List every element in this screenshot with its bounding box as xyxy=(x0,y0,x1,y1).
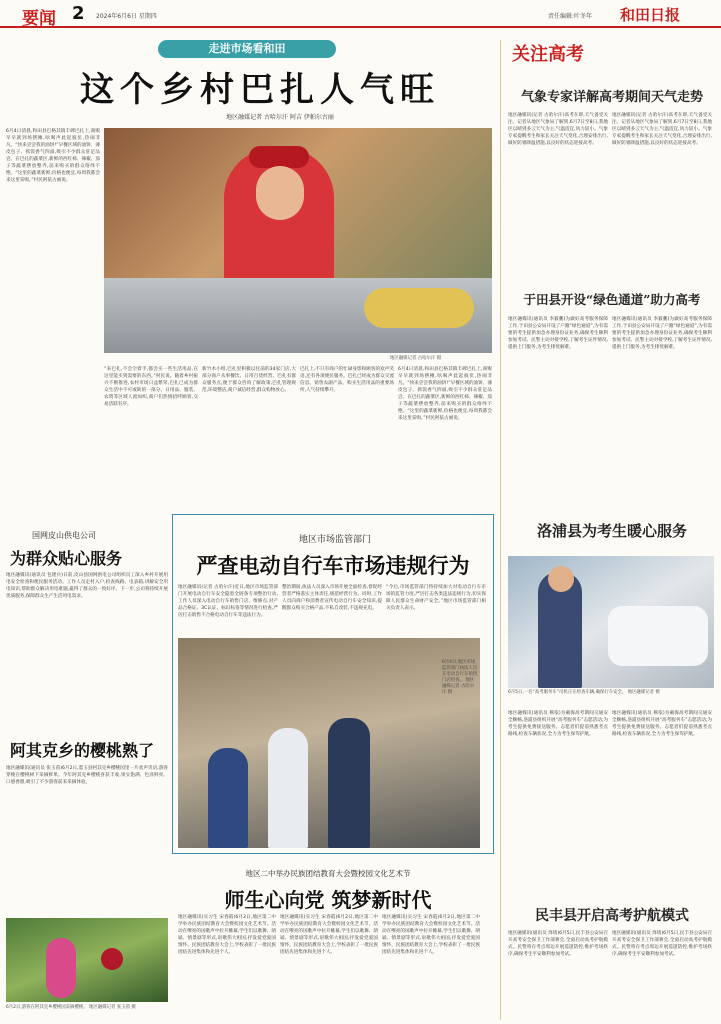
right-a-col-2: 地区融媒讯(记者 古哈尔汗)高考在即,天气备受关注。记者从地区气象局了解到,6月7日至8日,我地区以晴到多云天气为主,气温适宜,风力较小。气象专家提醒考生和家长关注天气变化,合理安排出行,做好防暑降温措施,以良好的状态迎接高考。 xyxy=(612,113,712,146)
left-b-body: 地区融媒讯(通讯员 张玉茵)6月2日,墨玉县阿其克乡樱桃园里一片欢声笑语,游客穿梭在樱桃树下采摘鲜果。今年阿其克乡樱桃喜获丰收,果实饱满、色泽鲜亮、口感香甜,吸引了不少游客前来采摘体验。 xyxy=(6,766,168,785)
bottom-kicker: 地区二中举办民族团结教育大会暨校园文化艺术节 xyxy=(245,869,411,878)
lead-col-3: 新竹木小组,巴扎里积极以往前的34家门店,大部分商户从事餐饮、日用百货经营。巴扎有群众服务点,便于群众咨询了解政策,巴扎管理规范,环境整洁,商户诚信经营,群众购物放心。 xyxy=(202,367,296,393)
section-name: 要闻 xyxy=(22,9,56,29)
lead-col-2: “来巴扎,不会空着手,都会买一些生活用品,在这里能买到需要的东西。”村民说。随着乡村振兴不断推进,农村市场日益繁荣,巴扎已成为群众生活中不可或缺的一部分。日用品、服装、农资等区域人流如织,商户们热情招呼顾客,交易活跃有序。 xyxy=(104,367,198,407)
lead-byline: 地区融媒记者 古哈尔汗 阿吉 伊帕尔古丽 xyxy=(226,114,334,121)
right-c-col-2: 地区融媒讯(通讯员 穆依)为确保高考期间交通安全顺畅,洛浦县组织开展“高考服务车”志愿活动,为考生提供免费接送服务。志愿者们提前熟悉考点路线,检查车辆状况,全力为考生保驾护航。 xyxy=(612,711,712,737)
left-a-kicker: 国网皮山供电公司 xyxy=(32,531,96,540)
bottom-col-3: 地区融媒讯(实习生 宋春霞)6月2日,地区第二中学举办民族团结教育大会暨校园文化艺术节。活动在嘹亮的国歌声中拉开帷幕,学生们以歌舞、朗诵、情景剧等形式,讴歌伟大祖国,抒发爱党爱国情怀。民族团结教育大会上,学校表彰了一批民族团结先进集体和先进个人。 xyxy=(382,915,480,955)
center-kicker: 地区市场监管部门 xyxy=(298,535,371,545)
right-banner-text: 关注高考 xyxy=(512,44,584,65)
page-number: 2 xyxy=(72,3,85,24)
lead-col-1: 6月4日清晨,和田县巴格其镇丰碑巴扎上,商贩早早就到场摆摊,吆喝声此起彼伏,热闹非凡。“快来尝尝我的油饼!”早餐区域的油饼、薄皮包子、抓饭香气四溢,吸引不少群众驻足品尝。在巴扎的蔬菜区,新鲜的西红柿、辣椒、茄子等蔬菜摆放整齐,前来购买的群众络绎不绝。“这里的蔬菜新鲜,价格也便宜,每周我都会来这里采购。”村民阿依古丽说。 xyxy=(6,129,100,183)
right-c-caption: 6月5日,一名“高考服务车”司机正在检查车辆,确保行车安全。 地区融媒记者 摄 xyxy=(508,690,660,695)
right-c-photo xyxy=(508,556,714,688)
right-d-col-2: 地区融媒讯(通讯员 周琦)6月5日,民丰县公安局召开高考安全保卫工作部署会,全面启动高考护航模式。民警将在考点周边开展巡逻防控,维护考场秩序,确保考生平安顺利参加考试。 xyxy=(612,931,712,957)
lead-banner-text: 走进市场看和田 xyxy=(208,42,286,55)
lead-title: 这个乡村巴扎人气旺 xyxy=(80,70,440,110)
right-b-col-1: 地区融媒讯(通讯员 李毅鹏)为做好高考服务保障工作,于田县公安局开设了户籍“绿色通道”,为有需要的考生提供加急办理身份证业务,确保考生顺利参加考试。民警主动对接学校,了解考生证件情况,提供上门服务,为考生排忧解难。 xyxy=(508,317,608,350)
center-photo xyxy=(178,638,480,848)
right-c-title: 洛浦县为考生暖心服务 xyxy=(536,522,687,540)
left-a-title: 为群众贴心服务 xyxy=(10,549,123,568)
left-b-photo xyxy=(6,918,168,1002)
center-col-2: 整治期间,执法人员深入市场开展全面检查,督促经营者严格落实主体责任,规范经营行为。同时,工作人员向商户和消费者宣传电动自行车安全知识,提醒群众购买合格产品,不私自改装,不违规充电。 xyxy=(282,585,382,611)
right-c-col-1: 地区融媒讯(通讯员 穆依)为确保高考期间交通安全顺畅,洛浦县组织开展“高考服务车”志愿活动,为考生提供免费接送服务。志愿者们提前熟悉考点路线,检查车辆状况,全力为考生保驾护航。 xyxy=(508,711,608,737)
lead-col-4: 巴扎上,不只有商户的忙碌身影和顾客的欢声笑语,还有各项便民服务。巴扎已经成为群众交流信息、销售农副产品、购买生活用品的重要场所,人气持续攀升。 xyxy=(300,367,394,393)
page-header xyxy=(0,0,721,28)
editor-credit: 责任编辑:叶冬年 xyxy=(548,13,593,20)
issue-date: 2024年6月6日 星期四 xyxy=(96,13,157,20)
center-title: 严查电动自行车市场违规行为 xyxy=(196,553,470,578)
masthead-logo: 和田日报 xyxy=(620,6,681,24)
right-d-title: 民丰县开启高考护航模式 xyxy=(535,908,689,924)
right-b-col-2: 地区融媒讯(通讯员 李毅鹏)为做好高考服务保障工作,于田县公安局开设了户籍“绿色通道”,为有需要的考生提供加急办理身份证业务,确保考生顺利参加考试。民警主动对接学校,了解考生证件情况,提供上门服务,为考生排忧解难。 xyxy=(612,317,712,350)
lead-col-5: 6月4日清晨,和田县巴格其镇丰碑巴扎上,商贩早早就到场摆摊,吆喝声此起彼伏,热闹非凡。“快来尝尝我的油饼!”早餐区域的油饼、薄皮包子、抓饭香气四溢,吸引不少群众驻足品尝。在巴扎的蔬菜区,新鲜的西红柿、辣椒、茄子等蔬菜摆放整齐,前来购买的群众络绎不绝。“这里的蔬菜新鲜,价格也便宜,每周我都会来这里采购。”村民阿依古丽说。 xyxy=(398,367,492,421)
lead-banner xyxy=(158,40,336,58)
center-col-1: 地区融媒讯(记者 古哈尔汗)近日,地区市场监管部门开展电动自行车安全隐患全链条专项整治行动,工作人员深入电动自行车销售门店、维修点,对产品合格证、3C认证、标识标签等情况进行检查,严厉打击销售不合格电动自行车等违法行为。 xyxy=(178,585,278,618)
center-col-3: “今后,市场监管部门将持续加大对电动自行车市场的监管力度,严厉打击各类违法违规行为,切实保障人民群众生命财产安全。”地区市场监管部门相关负责人表示。 xyxy=(386,585,486,611)
center-caption: 6月4日,地区市场监管部门执法人员在电动自行车销售门店检查。 地区融媒记者 古哈尔汗 摄 xyxy=(442,660,478,695)
left-b-caption: 6月2日,游客在阿其克乡樱桃园采摘樱桃。 地区融媒记者 张玉茵 摄 xyxy=(6,1005,136,1010)
left-b-title: 阿其克乡的樱桃熟了 xyxy=(10,741,155,760)
right-d-col-1: 地区融媒讯(通讯员 周琦)6月5日,民丰县公安局召开高考安全保卫工作部署会,全面启动高考护航模式。民警将在考点周边开展巡逻防控,维护考场秩序,确保考生平安顺利参加考试。 xyxy=(508,931,608,957)
right-banner xyxy=(512,40,712,68)
lead-photo-caption: 地区融媒记者 古哈尔汗 摄 xyxy=(390,356,442,361)
bottom-title: 师生心向党 筑梦新时代 xyxy=(224,888,432,912)
bottom-col-1: 地区融媒讯(实习生 宋春霞)6月2日,地区第二中学举办民族团结教育大会暨校园文化艺术节。活动在嘹亮的国歌声中拉开帷幕,学生们以歌舞、朗诵、情景剧等形式,讴歌伟大祖国,抒发爱党爱国情怀。民族团结教育大会上,学校表彰了一批民族团结先进集体和先进个人。 xyxy=(178,915,276,955)
right-a-col-1: 地区融媒讯(记者 古哈尔汗)高考在即,天气备受关注。记者从地区气象局了解到,6月7日至8日,我地区以晴到多云天气为主,气温适宜,风力较小。气象专家提醒考生和家长关注天气变化,合理安排出行,做好防暑降温措施,以良好的状态迎接高考。 xyxy=(508,113,608,146)
bottom-col-2: 地区融媒讯(实习生 宋春霞)6月2日,地区第二中学举办民族团结教育大会暨校园文化艺术节。活动在嘹亮的国歌声中拉开帷幕,学生们以歌舞、朗诵、情景剧等形式,讴歌伟大祖国,抒发爱党爱国情怀。民族团结教育大会上,学校表彰了一批民族团结先进集体和先进个人。 xyxy=(280,915,378,955)
lead-photo xyxy=(104,128,492,353)
left-a-body: 地区融媒讯(通讯员 包建兵)日前,皮山县国网供电公司组织员工深入乡村开展用电安全检查和便民服务活动。工作人员走村入户,检查线路、电表箱,讲解安全用电知识,帮助群众解决用电难题,赢得了群众的一致好评。下一步,公司将持续开展优质服务,保障群众生产生活用电需求。 xyxy=(6,573,168,599)
right-b-title: 于田县开设“绿色通道”助力高考 xyxy=(523,292,701,307)
right-a-title: 气象专家详解高考期间天气走势 xyxy=(520,90,703,105)
